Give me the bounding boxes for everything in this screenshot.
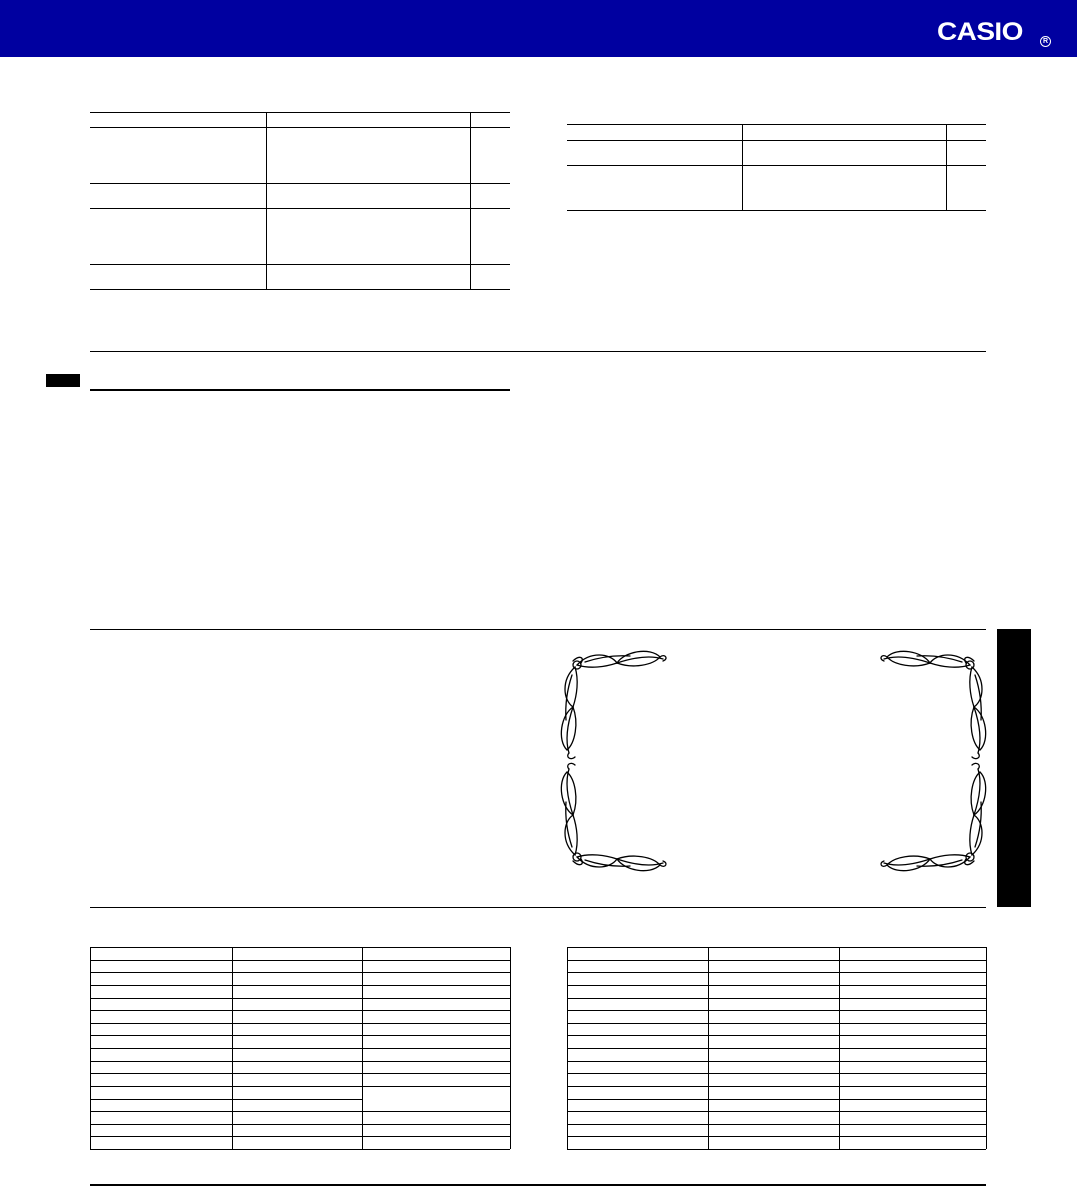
header-bar: [0, 0, 1077, 57]
grid-row-rule: [90, 972, 510, 973]
section-divider: [90, 351, 986, 352]
grid-row-rule: [90, 1023, 510, 1024]
grid-column-rule: [567, 947, 568, 1149]
grid-column-rule: [708, 947, 709, 1149]
table-rule: [567, 210, 986, 211]
grid-row-rule: [567, 998, 986, 999]
grid-column-rule: [90, 947, 91, 1149]
grid-row-rule: [567, 1086, 986, 1087]
section-divider: [90, 907, 986, 908]
section-divider: [90, 629, 986, 630]
grid-column-rule: [510, 947, 511, 1149]
grid-row-rule: [567, 1010, 986, 1011]
table-divider: [266, 112, 267, 289]
heading-rule: [90, 389, 510, 391]
grid-row-rule: [90, 1073, 510, 1074]
section-tab-marker: [46, 374, 80, 387]
grid-row-rule: [90, 1136, 510, 1137]
grid-row-rule: [90, 960, 510, 961]
grid-row-rule: [567, 1136, 986, 1137]
registered-mark-icon: R: [1040, 36, 1051, 47]
grid-row-rule: [90, 1099, 362, 1100]
grid-row-rule: [90, 985, 510, 986]
grid-row-rule: [90, 1048, 510, 1049]
grid-row-rule: [567, 985, 986, 986]
grid-row-rule: [90, 1035, 510, 1036]
table-rule: [567, 124, 986, 125]
grid-column-rule: [986, 947, 987, 1149]
grid-row-rule: [567, 1023, 986, 1024]
grid-row-rule: [567, 1061, 986, 1062]
grid-column-rule: [362, 947, 363, 1149]
grid-row-rule: [90, 1149, 510, 1150]
grid-row-rule: [90, 947, 510, 948]
grid-row-rule: [90, 1124, 510, 1125]
table-rule: [567, 140, 986, 141]
grid-row-rule: [567, 947, 986, 948]
table-rule: [90, 208, 510, 209]
grid-row-rule: [90, 1010, 510, 1011]
bottom-left-grid-table: [90, 947, 511, 1150]
grid-row-rule: [567, 1149, 986, 1150]
grid-row-rule: [567, 1048, 986, 1049]
table-rule: [90, 112, 510, 113]
table-rule: [90, 264, 510, 265]
casio-logo: CASIO: [937, 18, 1023, 46]
grid-row-rule: [567, 960, 986, 961]
grid-row-rule: [90, 1086, 510, 1087]
grid-row-rule: [567, 1099, 986, 1100]
grid-row-rule: [567, 1073, 986, 1074]
grid-row-rule: [567, 972, 986, 973]
table-divider: [946, 124, 947, 210]
grid-column-rule: [232, 947, 233, 1149]
grid-column-rule: [839, 947, 840, 1149]
grid-row-rule: [567, 1111, 986, 1112]
table-rule: [90, 127, 510, 128]
section-side-tab: [997, 629, 1031, 907]
grid-row-rule: [90, 1061, 510, 1062]
table-rule: [90, 183, 510, 184]
grid-row-rule: [90, 1111, 510, 1112]
table-divider: [742, 124, 743, 210]
grid-row-rule: [567, 1035, 986, 1036]
table-divider: [470, 112, 471, 289]
grid-row-rule: [567, 1124, 986, 1125]
table-rule: [567, 165, 986, 166]
table-rule: [90, 289, 510, 290]
grid-row-rule: [90, 998, 510, 999]
corner-flourish-frame-icon: [555, 645, 992, 877]
bottom-right-grid-table: [567, 947, 987, 1150]
